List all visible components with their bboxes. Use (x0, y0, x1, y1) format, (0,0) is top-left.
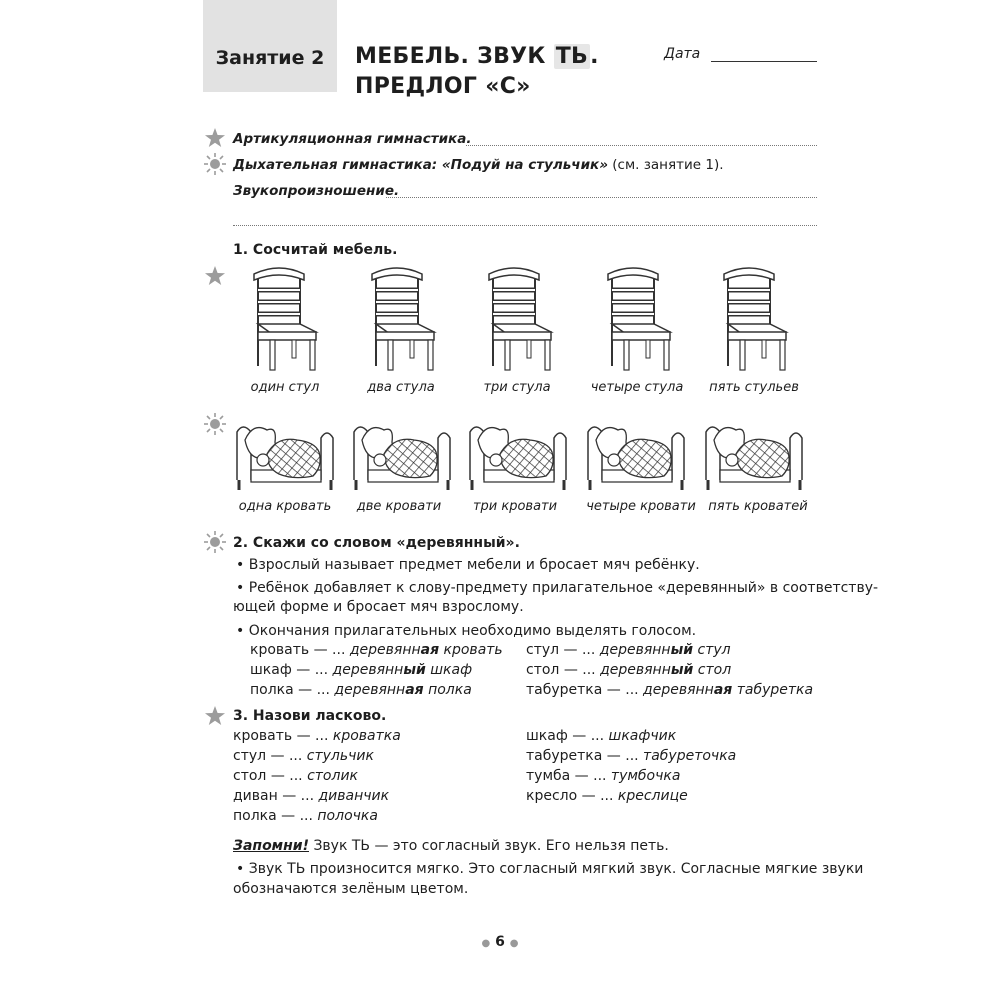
articulation-label: Артикуляционная гимнастика. (233, 131, 472, 147)
chair-image (600, 266, 675, 374)
diminutive-row: табуретка — ... табуреточка (526, 748, 737, 764)
diminutive-row: кресло — ... креслице (526, 788, 688, 804)
sun-icon (203, 152, 227, 176)
chair-caption: два стула (367, 380, 435, 395)
bullet-text: • Окончания прилагательных необходимо выделять голосом. (236, 623, 697, 639)
page-title: МЕБЕЛЬ. ЗВУК ТЬ. ПРЕДЛОГ «С» (355, 44, 599, 99)
chair-image (716, 266, 791, 374)
bed-image (350, 418, 454, 492)
bed-image (584, 418, 688, 492)
star-icon (204, 127, 226, 149)
bullet-text-cont: ющей форме и бросает мяч взрослому. (233, 599, 524, 615)
bullet-text-cont: обозначаются зелёным цветом. (233, 881, 469, 897)
date-field-line[interactable] (711, 61, 817, 62)
adjective-row: полка — ... деревянная полка (250, 682, 472, 698)
diminutive-list-left (233, 726, 401, 826)
sun-icon (203, 530, 227, 554)
chair-image (246, 266, 321, 374)
bed-caption: три кровати (472, 499, 558, 514)
task2-heading: 2. Скажи со словом «деревянный». (233, 535, 520, 551)
date-label: Дата (664, 46, 701, 62)
diminutive-row: стул — ... стульчик (233, 748, 374, 764)
fill-line[interactable] (233, 225, 817, 226)
star-icon (204, 705, 226, 727)
task3-heading: 3. Назови ласково. (233, 708, 387, 724)
bed-caption: четыре кровати (586, 499, 696, 514)
bed-caption: одна кровать (238, 499, 332, 514)
adjective-list-left (250, 640, 503, 700)
bullet-text: • Взрослый называет предмет мебели и бросает мяч ребёнку. (236, 557, 700, 573)
chair-image (481, 266, 556, 374)
bed-image (466, 418, 570, 492)
diminutive-row: шкаф — ... шкафчик (526, 728, 677, 744)
bed-image (702, 418, 806, 492)
sun-icon (203, 412, 227, 436)
diminutive-row: полка — ... полочка (233, 808, 378, 824)
adjective-row: кровать — ... деревянная кровать (250, 642, 503, 658)
fill-line[interactable] (466, 145, 817, 146)
bed-caption: пять кроватей (708, 499, 808, 514)
adjective-row: стол — ... деревянный стол (526, 662, 732, 678)
diminutive-row: тумба — ... тумбочка (526, 768, 681, 784)
pronunciation-label: Звукопроизношение. (233, 183, 400, 199)
adjective-row: табуретка — ... деревянная табуретка (526, 682, 814, 698)
chair-caption: три стула (483, 380, 551, 395)
chair-image (364, 266, 439, 374)
diminutive-row: кровать — ... кроватка (233, 728, 401, 744)
bed-caption: две кровати (356, 499, 442, 514)
lesson-tab (203, 0, 337, 92)
adjective-list-right (526, 640, 813, 700)
adjective-row: стул — ... деревянный стул (526, 642, 731, 658)
task1-heading: 1. Сосчитай мебель. (233, 242, 398, 258)
diminutive-row: диван — ... диванчик (233, 788, 390, 804)
sound-ts: ТЬ (555, 44, 589, 69)
fill-line[interactable] (386, 197, 817, 198)
page-number: ● 6 ● (481, 934, 519, 950)
bullet-text: • Ребёнок добавляет к слову-предмету прилагательное «деревянный» в соответству- (236, 580, 879, 596)
chair-caption: четыре стула (590, 380, 684, 395)
chair-caption: один стул (250, 380, 320, 395)
adjective-row: шкаф — ... деревянный шкаф (250, 662, 473, 678)
chair-caption: пять стульев (709, 380, 799, 395)
diminutive-list-right (526, 726, 736, 806)
star-icon (204, 265, 226, 287)
diminutive-row: стол — ... столик (233, 768, 358, 784)
remember-note: Запомни! Звук ТЬ — это согласный звук. Его нельзя петь. (233, 838, 669, 854)
bullet-text: • Звук ТЬ произносится мягко. Это согласный мягкий звук. Согласные мягкие звуки (236, 861, 864, 877)
lesson-label: Занятие 2 (215, 47, 325, 69)
bed-image (233, 418, 337, 492)
breathing-line: Дыхательная гимнастика: «Подуй на стульчик» (см. занятие 1). (233, 157, 724, 173)
remember-label: Запомни! (233, 838, 309, 854)
